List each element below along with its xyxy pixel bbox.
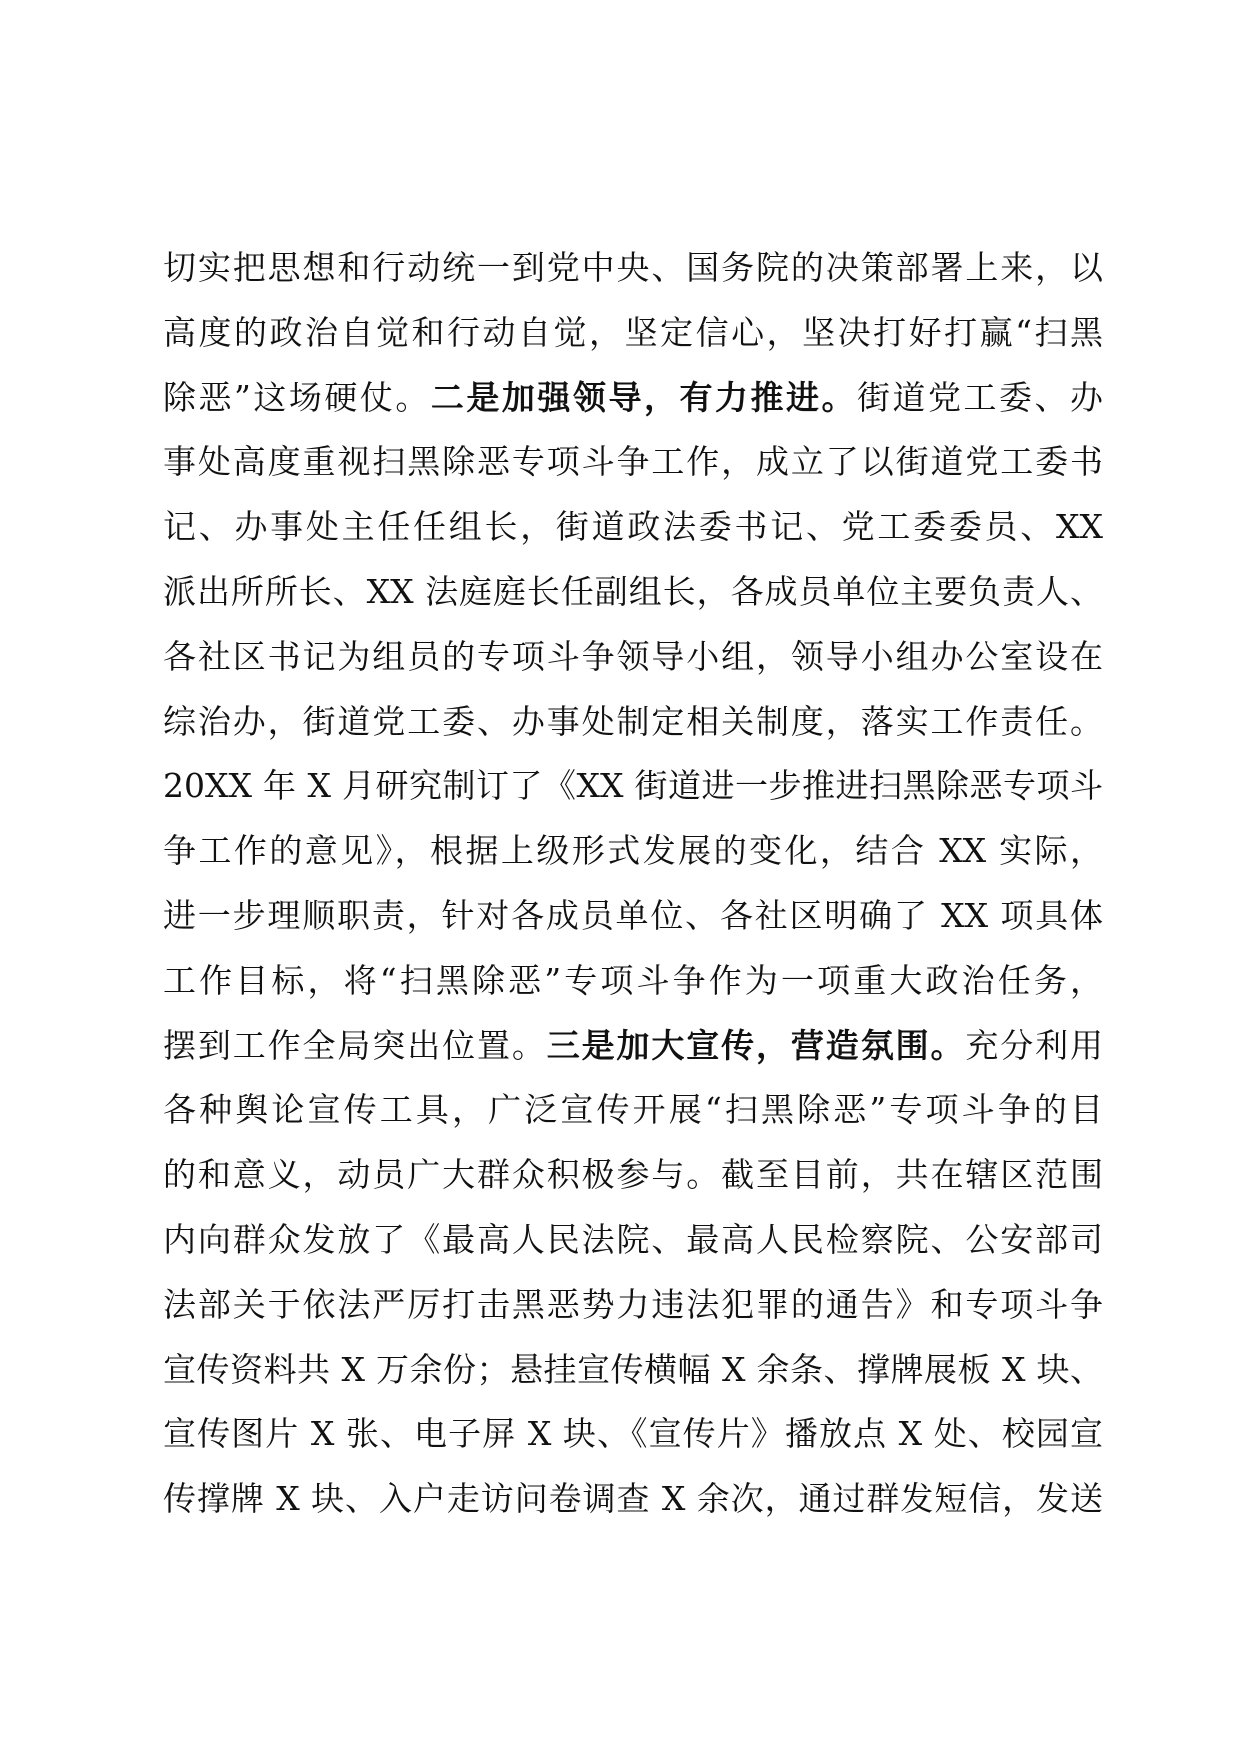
- text-run: 传撑牌 X 块、入户走访问卷调查 X 余次，通过群发短信，发送: [163, 1479, 1103, 1519]
- text-line: [163, 754, 1103, 819]
- text-line: [163, 1014, 1103, 1079]
- text-run: 事处高度重视扫黑除恶专项斗争工作，成立了以街道党工委书: [163, 442, 1103, 482]
- text-run: 摆到工作全局突出位置。: [163, 1025, 547, 1065]
- bold-heading-3: 三是加大宣传，营造氛围。: [546, 1025, 966, 1065]
- bold-heading-2: 二是加强领导，有力推进。: [430, 377, 857, 417]
- text-run: 高度的政治自觉和行动自觉，坚定信心，坚决打好打赢“扫黑: [163, 312, 1103, 352]
- text-line: [163, 949, 1103, 1014]
- text-line: [163, 1078, 1103, 1143]
- body-paragraph: [163, 236, 1103, 1532]
- text-run: 除恶”这场硬仗。: [163, 377, 431, 417]
- text-line: [163, 366, 1103, 431]
- text-run: 派出所所长、XX 法庭庭长任副组长，各成员单位主要负责人、: [163, 571, 1103, 611]
- text-run: 法部关于依法严厉打击黑恶势力违法犯罪的通告》和专项斗争: [163, 1284, 1103, 1324]
- text-run: 20XX 年 X 月研究制订了《XX 街道进一步推进扫黑除恶专项斗: [163, 766, 1103, 806]
- text-run: 切实把思想和行动统一到党中央、国务院的决策部署上来，以: [163, 248, 1103, 287]
- text-line: [163, 430, 1103, 495]
- text-run: 宣传资料共 X 万余份；悬挂宣传横幅 X 余条、撑牌展板 X 块、: [163, 1349, 1103, 1389]
- text-line: [163, 625, 1103, 690]
- text-line: [163, 1402, 1103, 1467]
- text-run: 的和意义，动员广大群众积极参与。截至目前，共在辖区范围: [163, 1155, 1103, 1195]
- text-run: 内向群众发放了《最高人民法院、最高人民检察院、公安部司: [163, 1219, 1103, 1259]
- text-line: [163, 1467, 1103, 1532]
- text-run: 综治办，街道党工委、办事处制定相关制度，落实工作责任。: [163, 701, 1103, 741]
- text-line: [163, 1208, 1103, 1273]
- text-line: [163, 690, 1103, 755]
- text-line: [163, 495, 1103, 560]
- text-run: 街道党工委、办: [856, 377, 1104, 417]
- text-line: [163, 1143, 1103, 1208]
- text-run: 记、办事处主任任组长，街道政法委书记、党工委委员、XX: [163, 507, 1103, 547]
- text-run: 宣传图片 X 张、电子屏 X 块、《宣传片》播放点 X 处、校园宣: [163, 1414, 1103, 1454]
- text-line: [163, 560, 1103, 625]
- text-run: 各社区书记为组员的专项斗争领导小组，领导小组办公室设在: [163, 636, 1103, 676]
- text-line: [163, 819, 1103, 884]
- text-run: 充分利用: [965, 1025, 1104, 1065]
- text-run: 各种舆论宣传工具，广泛宣传开展“扫黑除恶”专项斗争的目: [163, 1090, 1103, 1130]
- text-line: [163, 1338, 1103, 1403]
- text-line: [163, 884, 1103, 949]
- text-line: [163, 1273, 1103, 1338]
- text-run: 工作目标，将“扫黑除恶”专项斗争作为一项重大政治任务，: [163, 960, 1103, 1000]
- text-line: [163, 236, 1103, 301]
- text-run: 进一步理顺职责，针对各成员单位、各社区明确了 XX 项具体: [163, 895, 1103, 935]
- text-run: 争工作的意见》，根据上级形式发展的变化，结合 XX 实际，: [163, 831, 1103, 871]
- text-line: [163, 301, 1103, 366]
